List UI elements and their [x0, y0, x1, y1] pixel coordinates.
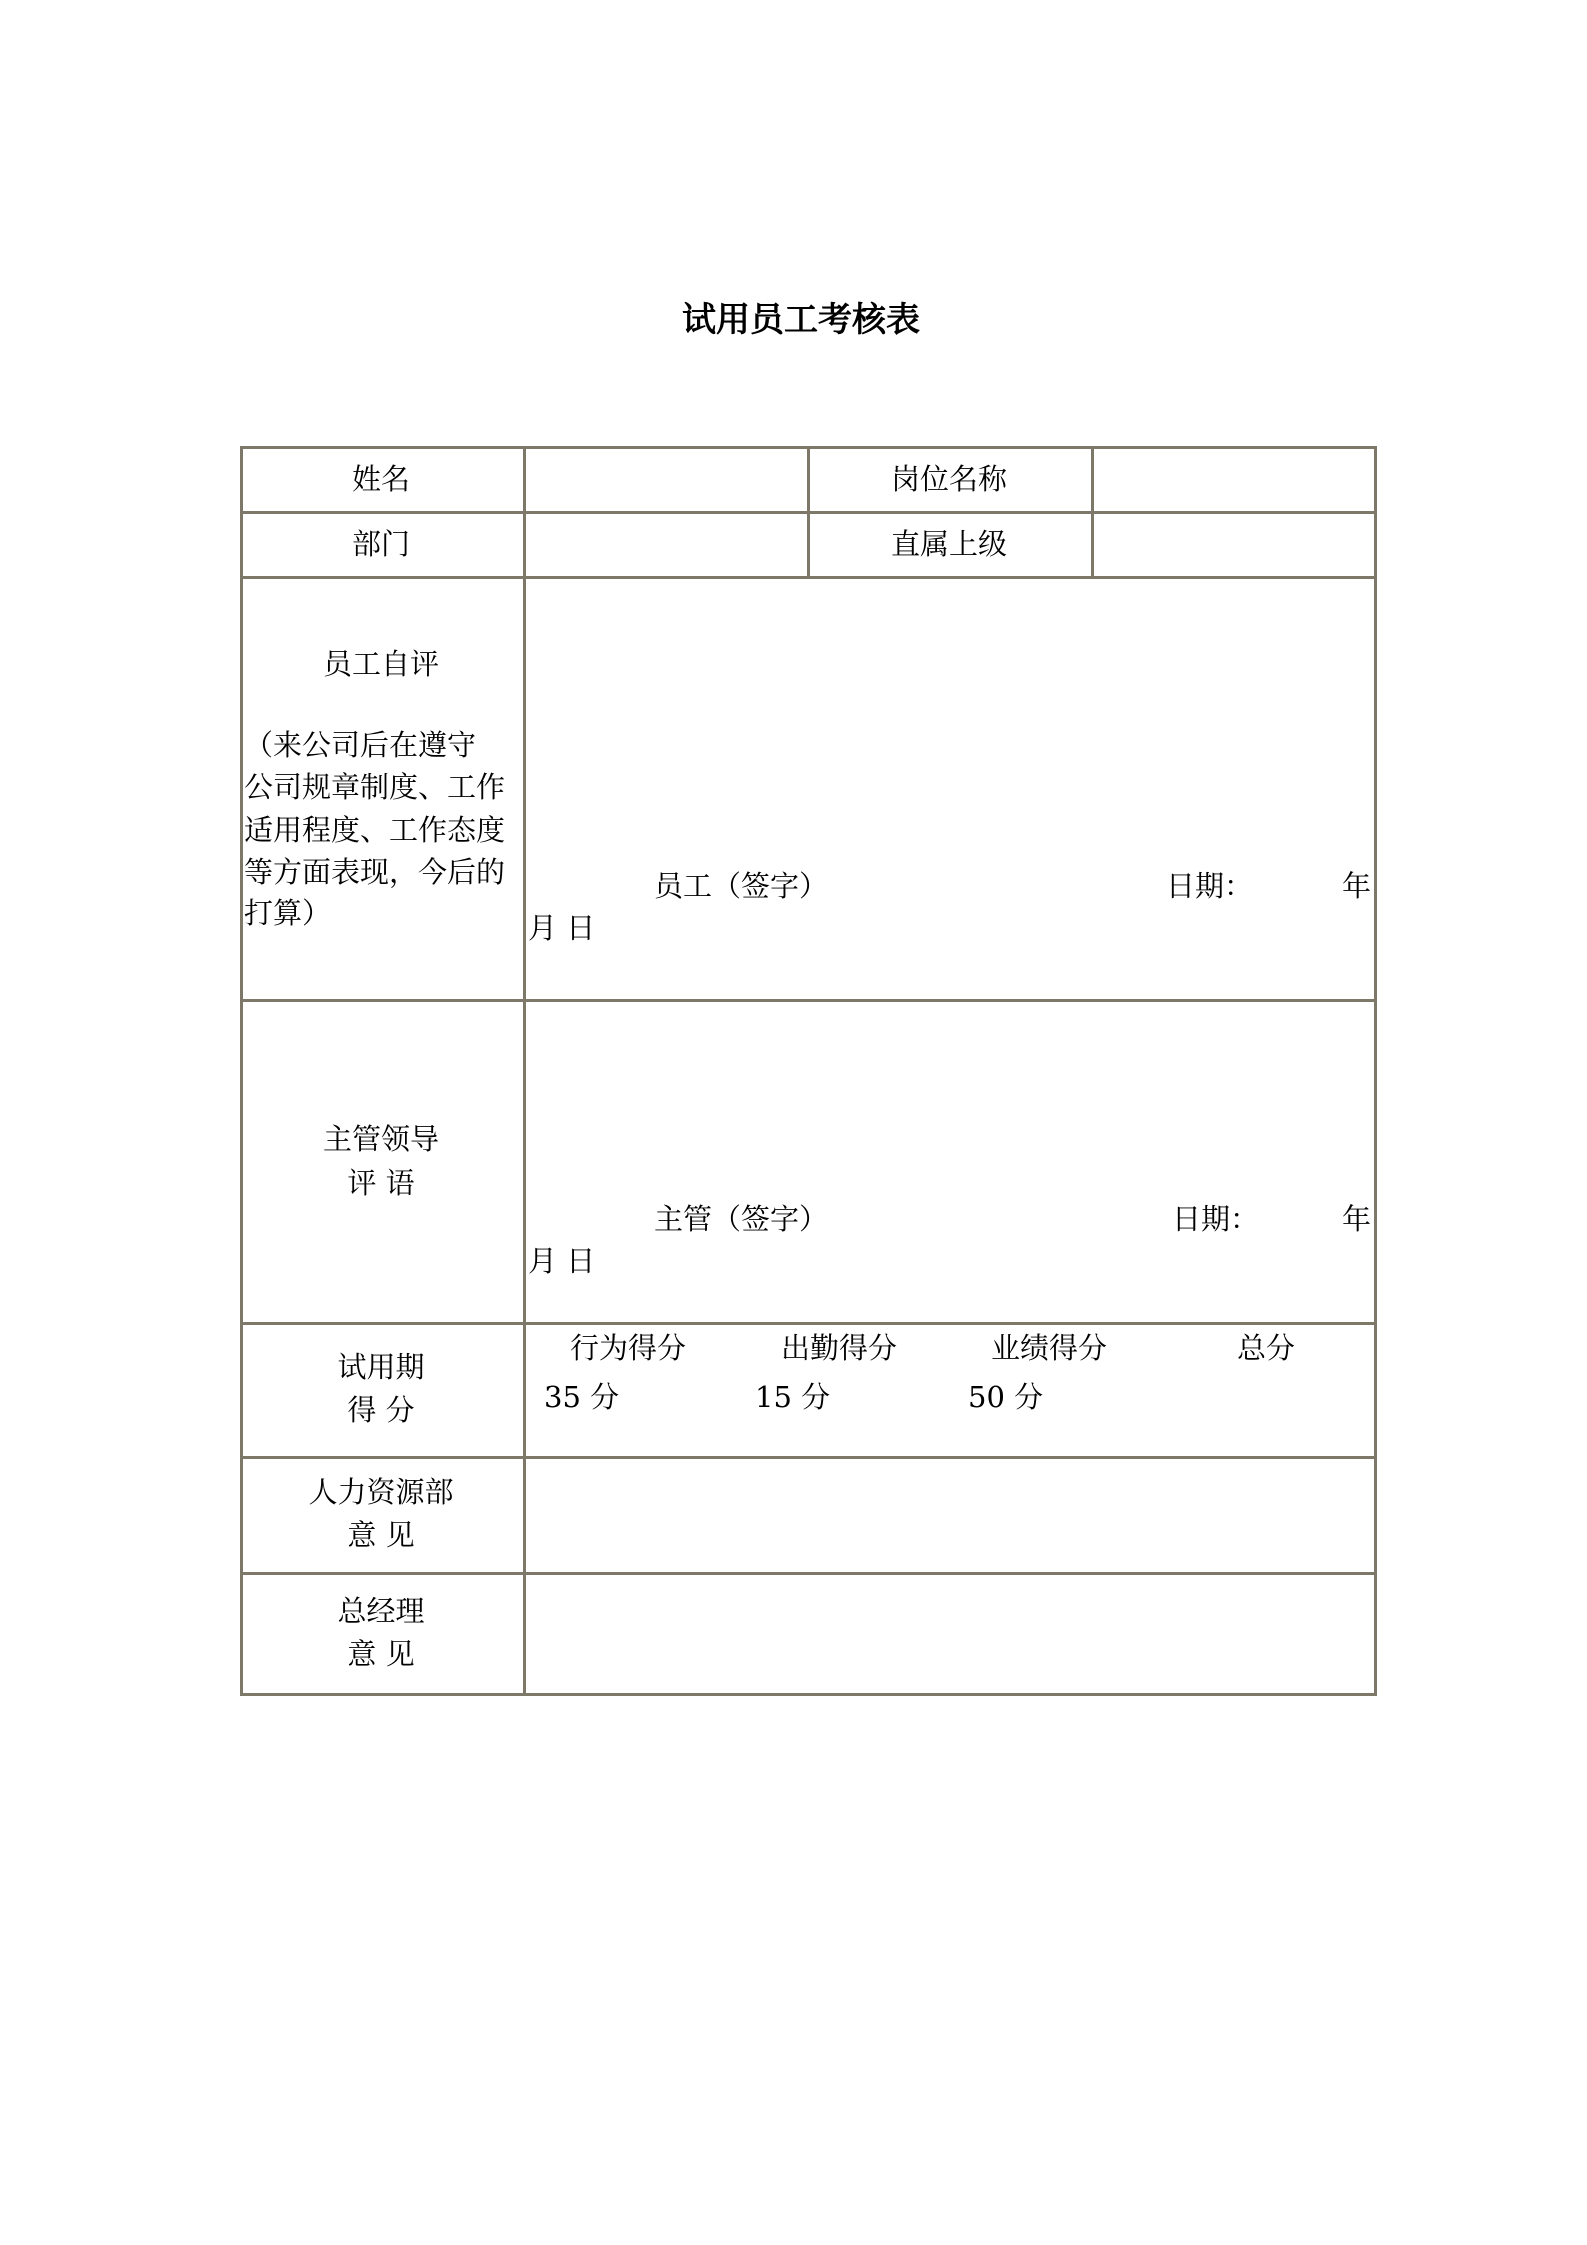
attendance-score-value: 15 分	[755, 1380, 831, 1414]
probation-score-label: 试用期	[337, 1350, 425, 1384]
row-divider	[240, 1572, 1377, 1575]
direct-supervisor-label: 直属上级	[890, 527, 1008, 561]
table-border	[1374, 446, 1377, 1696]
behavior-score-value: 35 分	[544, 1380, 620, 1414]
self-evaluation-note: 打算）	[244, 896, 332, 930]
performance-score-value: 50 分	[968, 1380, 1044, 1414]
supervisor-comment-label: 主管领导	[322, 1122, 440, 1156]
year-label: 年	[1342, 869, 1372, 903]
self-evaluation-note: （来公司后在遵守	[244, 728, 477, 762]
behavior-score-header: 行为得分	[570, 1331, 687, 1365]
self-evaluation-note: 等方面表现，今后的	[244, 855, 506, 889]
self-evaluation-label: 员工自评	[322, 647, 440, 681]
self-evaluation-note: 公司规章制度、工作	[244, 770, 506, 804]
total-score-header: 总分	[1237, 1331, 1296, 1365]
page-title: 试用员工考核表	[682, 300, 920, 340]
attendance-score-header: 出勤得分	[781, 1331, 898, 1365]
position-label: 岗位名称	[890, 462, 1008, 496]
column-divider	[807, 446, 810, 579]
year-label: 年	[1342, 1202, 1372, 1236]
supervisor-signature-label: 主管（签字）	[654, 1202, 829, 1236]
gm-opinion-label: 意 见	[347, 1637, 415, 1671]
month-day-label: 月 日	[528, 911, 596, 945]
hr-opinion-label: 意 见	[347, 1518, 415, 1552]
row-divider	[240, 1456, 1377, 1459]
employee-signature-label: 员工（签字）	[654, 869, 829, 903]
hr-opinion-label: 人力资源部	[308, 1475, 454, 1509]
gm-opinion-label: 总经理	[337, 1594, 425, 1628]
row-divider	[240, 1322, 1377, 1325]
column-divider	[523, 446, 526, 1696]
probation-score-label: 得 分	[347, 1393, 415, 1427]
date-label: 日期：	[1166, 869, 1254, 903]
name-label: 姓名	[351, 462, 411, 496]
row-divider	[240, 999, 1377, 1002]
department-label: 部门	[351, 527, 411, 561]
performance-score-header: 业绩得分	[991, 1331, 1108, 1365]
table-border	[240, 1693, 1377, 1696]
supervisor-comment-label: 评 语	[347, 1166, 415, 1200]
month-day-label: 月 日	[528, 1244, 596, 1278]
self-evaluation-note: 适用程度、工作态度	[244, 813, 506, 847]
date-label: 日期：	[1172, 1202, 1260, 1236]
column-divider	[1091, 446, 1094, 579]
table-border	[240, 446, 243, 1696]
